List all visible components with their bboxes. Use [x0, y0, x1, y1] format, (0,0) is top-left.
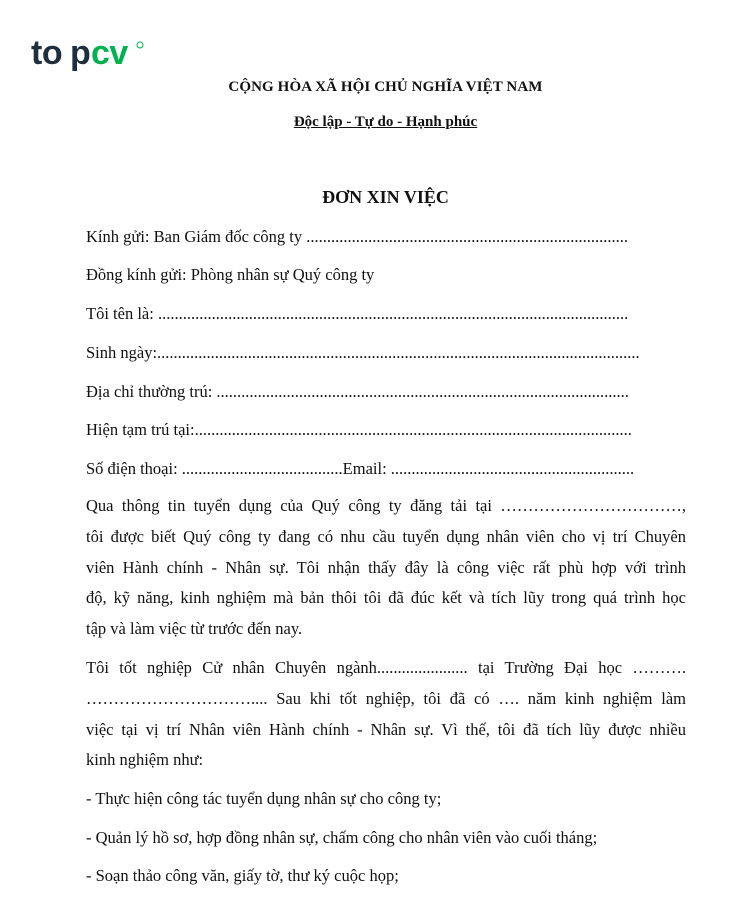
paragraph-line: kinh nghiệm như: [86, 750, 204, 770]
experience-bullet: - Quản lý hồ sơ, hợp đồng nhân sự, chấm công cho nhân viên vào cuối tháng; [86, 828, 598, 847]
svg-text:cv: cv [91, 34, 128, 72]
name-field: Tôi tên là: .................................................................................................................. [86, 304, 629, 323]
paragraph-line: ………………………….... Sau khi tốt nghiệp, tôi đã có …. năm kinh nghiệm làm [86, 688, 686, 708]
topcv-logo-icon [31, 34, 151, 84]
national-header: CỘNG HÒA XÃ HỘI CHỦ NGHĨA VIỆT NAM [228, 79, 543, 95]
recipient-line: Kính gửi: Ban Giám đốc công ty .............................................................................. [86, 227, 628, 246]
paragraph-line: viên Hành chính - Nhân sự. Tôi nhận thấy đây là công việc rất phù hợp với trình [86, 557, 686, 577]
cc-recipient-line: Đồng kính gửi: Phòng nhân sự Quý công ty [86, 265, 375, 284]
document-title: ĐƠN XIN VIỆC [322, 187, 449, 207]
paragraph-line: Tôi tốt nghiệp Cử nhân Chuyên ngành...................... tại Trường Đại học ………. [86, 658, 686, 677]
paragraph-education [86, 653, 686, 776]
paragraph-intro [86, 491, 686, 645]
svg-text:to: to [31, 34, 63, 72]
paragraph-line: Qua thông tin tuyển dụng của Quý công ty đăng tải tại ……………………………, [86, 496, 686, 515]
paragraph-line: độ, kỹ năng, kinh nghiệm mà bản thôi tôi đã đúc kết và tích lũy trong quá trình học [86, 588, 686, 608]
experience-bullet: - Thực hiện công tác tuyển dụng nhân sự cho công ty; [86, 789, 442, 808]
phone-email-field: Số điện thoại: .......................................Email: ........................................................... [86, 459, 635, 478]
birthdate-field: Sinh ngày:..................................................................................................................... [86, 343, 640, 362]
svg-text:p: p [70, 34, 91, 72]
national-motto: Độc lập - Tự do - Hạnh phúc [293, 114, 478, 130]
temporary-address-field: Hiện tạm trú tại:.......................................................................................................... [86, 420, 632, 439]
topcv-logo [31, 34, 151, 84]
paragraph-line: tôi được biết Quý công ty đang có nhu cầu tuyển dụng nhân viên cho vị trí Chuyên [86, 526, 686, 546]
permanent-address-field: Địa chỉ thường trú: .................................................................................................... [86, 382, 629, 401]
paragraph-line: tập và làm việc từ trước đến nay. [86, 619, 303, 639]
experience-bullet: - Soạn thảo công văn, giấy tờ, thư ký cuộc họp; [86, 866, 399, 885]
paragraph-line: việc tại vị trí Nhân viên Hành chính - Nhân sự. Vì thế, tôi đã tích lũy được nhiều [86, 719, 686, 739]
